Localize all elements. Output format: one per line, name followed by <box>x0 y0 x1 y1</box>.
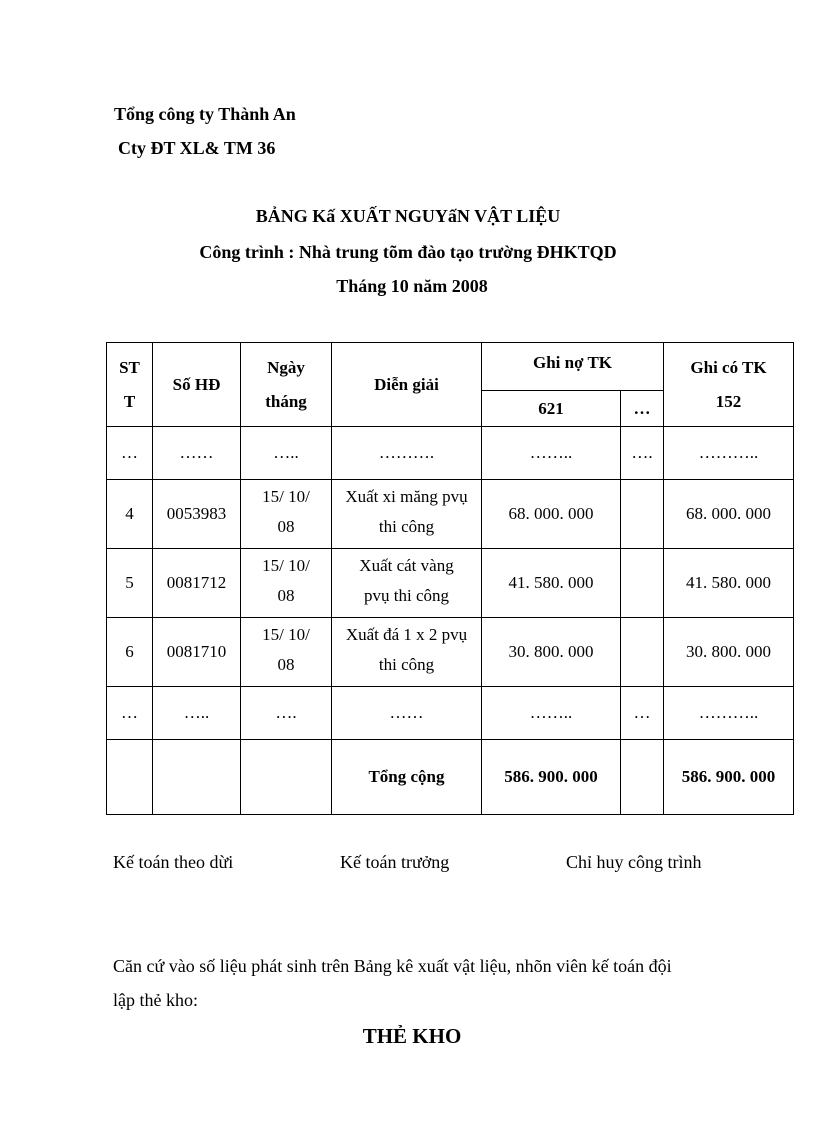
header-ghi-co: Ghi có TK 152 <box>664 343 794 427</box>
paragraph-line-2: lập thẻ kho: <box>113 990 198 1010</box>
header-ghi-no-621: 621 <box>482 391 621 427</box>
total-co-152: 586. 900. 000 <box>664 740 794 815</box>
header-stt: ST T <box>107 343 153 427</box>
cell-so-hd: ….. <box>153 687 241 740</box>
cell-dien-giai: …… <box>332 687 482 740</box>
header-ngay-thang: Ngày tháng <box>241 343 332 427</box>
cell-other: …. <box>621 427 664 480</box>
table-row <box>107 618 794 687</box>
total-no-621: 586. 900. 000 <box>482 740 621 815</box>
paragraph-line-1: Căn cứ vào số liệu phát sinh trên Bảng kê xuất vật liệu, nhõn viên kế toán đội <box>113 956 672 976</box>
company-name: Tổng công ty Thành An <box>114 104 296 124</box>
table-row-ellipsis <box>107 427 794 480</box>
stock-card-title: THẺ KHO <box>362 1024 462 1048</box>
signature-site-manager: Chỉ huy công trình <box>566 852 702 872</box>
cell-co-152: 68. 000. 000 <box>664 480 794 549</box>
cell-no-621: …….. <box>482 687 621 740</box>
cell-ngay: 15/ 10/ 08 <box>241 618 332 687</box>
table-row-ellipsis <box>107 687 794 740</box>
cell-other <box>621 549 664 618</box>
total-label: Tổng cộng <box>332 740 482 815</box>
period-line: Tháng 10 năm 2008 <box>336 276 488 296</box>
cell-no-621: 68. 000. 000 <box>482 480 621 549</box>
cell-co-152: 30. 800. 000 <box>664 618 794 687</box>
cell-co-152: ……….. <box>664 427 794 480</box>
cell-ngay: 15/ 10/ 08 <box>241 549 332 618</box>
cell-other <box>621 480 664 549</box>
cell-stt: … <box>107 687 153 740</box>
cell-so-hd: 0081712 <box>153 549 241 618</box>
branch-name: Cty ĐT XL& TM 36 <box>118 138 276 158</box>
cell-dien-giai: Xuất đá 1 x 2 pvụ thi công <box>332 618 482 687</box>
cell-other: … <box>621 687 664 740</box>
cell-ngay: …. <box>241 687 332 740</box>
table-row <box>107 549 794 618</box>
table-row <box>107 480 794 549</box>
cell-stt: … <box>107 427 153 480</box>
project-line: Công trình : Nhà trung tõm đào tạo trường ĐHKTQD <box>199 242 617 262</box>
cell-ngay <box>241 740 332 815</box>
cell-so-hd: 0081710 <box>153 618 241 687</box>
cell-dien-giai: Xuất cát vàng pvụ thi công <box>332 549 482 618</box>
cell-dien-giai: ………. <box>332 427 482 480</box>
header-ghi-no: Ghi nợ TK <box>482 343 664 391</box>
cell-ngay: ….. <box>241 427 332 480</box>
cell-other <box>621 740 664 815</box>
header-row-1 <box>107 343 794 391</box>
cell-dien-giai: Xuất xi măng pvụ thi công <box>332 480 482 549</box>
header-ghi-no-other: … <box>621 391 664 427</box>
materials-issue-table <box>106 342 794 815</box>
cell-stt: 5 <box>107 549 153 618</box>
cell-co-152: 41. 580. 000 <box>664 549 794 618</box>
signature-accountant: Kế toán theo dừi <box>113 852 234 872</box>
header-so-hd: Số HĐ <box>153 343 241 427</box>
signature-chief-accountant: Kế toán trưởng <box>340 852 450 872</box>
cell-no-621: …….. <box>482 427 621 480</box>
cell-stt <box>107 740 153 815</box>
cell-no-621: 41. 580. 000 <box>482 549 621 618</box>
cell-other <box>621 618 664 687</box>
cell-stt: 4 <box>107 480 153 549</box>
cell-so-hd: 0053983 <box>153 480 241 549</box>
cell-ngay: 15/ 10/ 08 <box>241 480 332 549</box>
cell-stt: 6 <box>107 618 153 687</box>
total-row <box>107 740 794 815</box>
cell-so-hd: …… <box>153 427 241 480</box>
document-title: BẢNG Kấ XUẤT NGUYấN VẬT LIỆU <box>255 206 561 226</box>
cell-so-hd <box>153 740 241 815</box>
cell-no-621: 30. 800. 000 <box>482 618 621 687</box>
cell-co-152: ……….. <box>664 687 794 740</box>
header-dien-giai: Diễn giải <box>332 343 482 427</box>
